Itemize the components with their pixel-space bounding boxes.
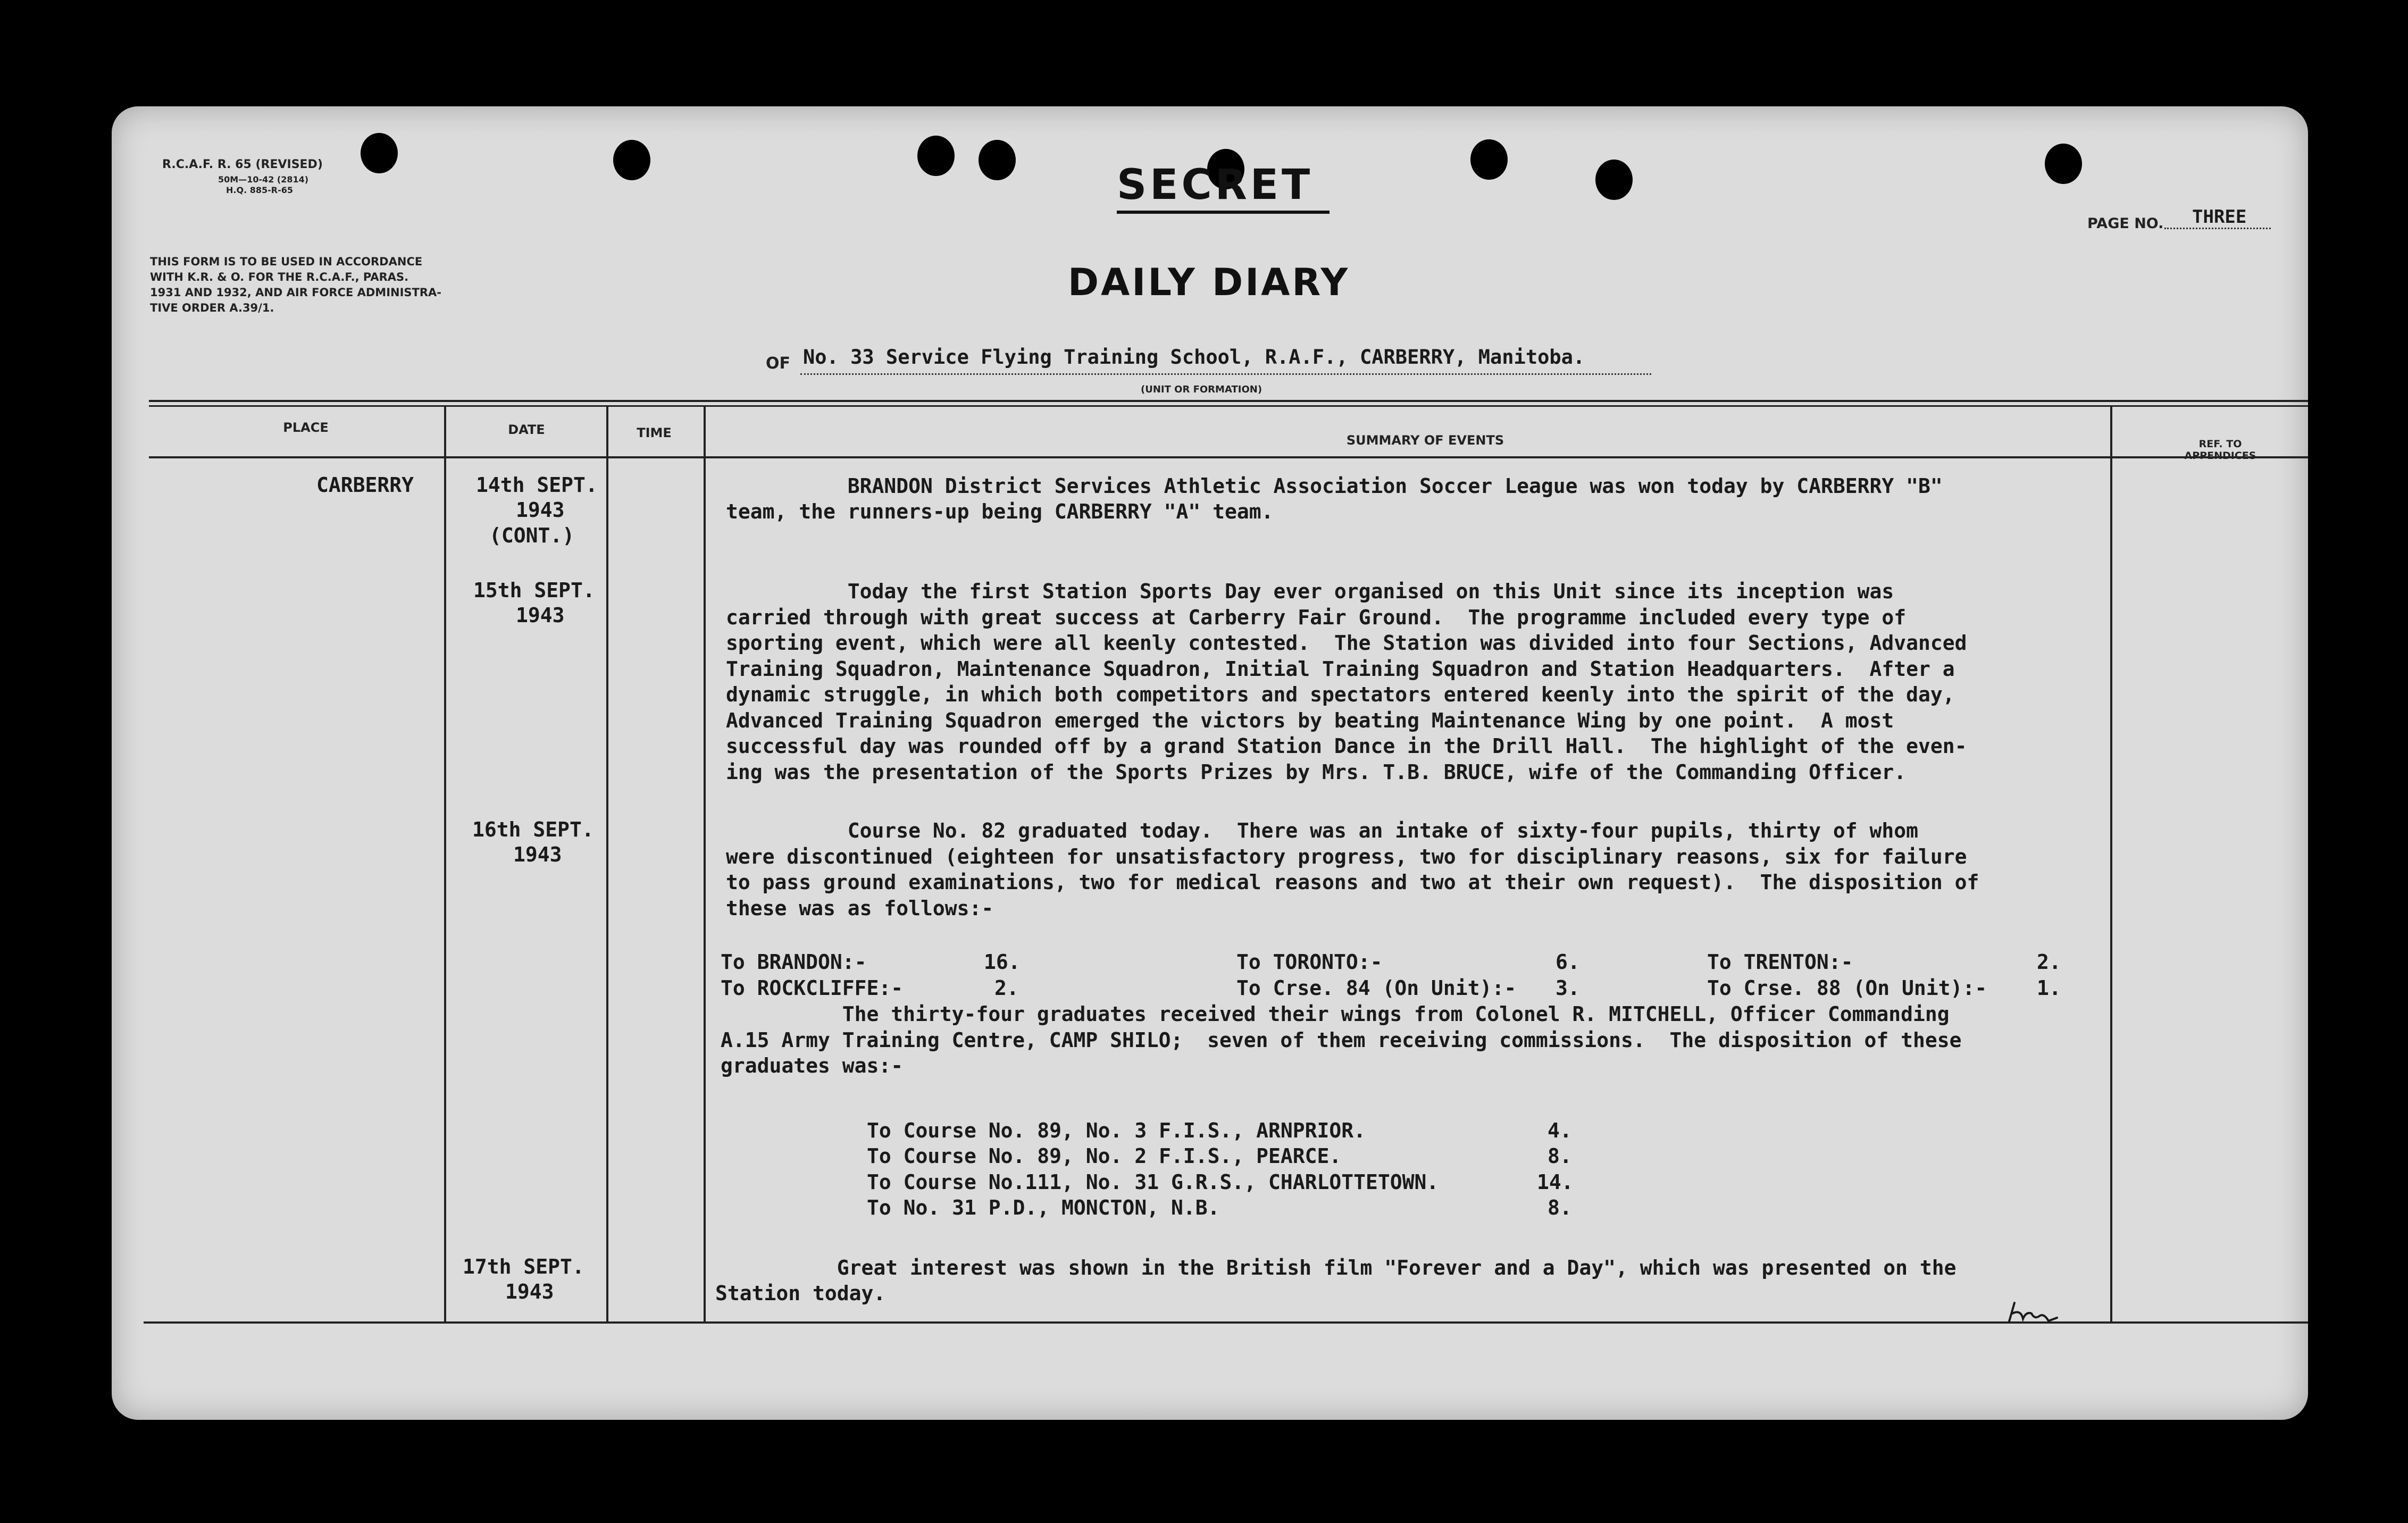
summary-line: successful day was rounded off by a grand Station Dance in the Drill Hall. The highlight of the even- — [726, 734, 1967, 758]
punch-hole — [979, 140, 1016, 180]
summary-line: these was as follows:- — [726, 897, 994, 920]
summary-line: Course No. 82 graduated today. There was an intake of sixty-four pupils, thirty of whom — [726, 819, 1919, 842]
security-underline — [1117, 211, 1330, 214]
summary-line: Training Squadron, Maintenance Squadron, Initial Training Squadron and Station Headquarters. After a — [726, 657, 1955, 681]
disposition-label: To Crse. 88 (On Unit):- — [1707, 976, 1987, 1000]
col-header-ref: APPENDICES — [2184, 450, 2256, 462]
summary-line: sporting event, which were all keenly contested. The Station was divided into four Sections, Advanced — [726, 631, 1967, 655]
summary-line: Today the first Station Sports Day ever organised on this Unit since its inception was — [726, 580, 1894, 603]
summary-line: ing was the presentation of the Sports Prizes by Mrs. T.B. BRUCE, wife of the Commanding Officer. — [726, 760, 1907, 784]
summary-line: The thirty-four graduates received their wings from Colonel R. MITCHELL, Officer Commanding — [721, 1002, 1950, 1026]
disposition-label: To BRANDON:- — [721, 950, 867, 974]
col-divider-place-date — [444, 407, 446, 1321]
diary-sheet — [112, 106, 2308, 1420]
form-notice-line: THIS FORM IS TO BE USED IN ACCORDANCE — [150, 255, 423, 268]
graduate-posting: To Course No. 89, No. 2 F.I.S., PEARCE. — [867, 1144, 1342, 1168]
punch-hole — [361, 133, 398, 173]
punch-hole — [613, 140, 650, 180]
disposition-value: 2. — [994, 976, 1019, 1000]
disposition-label: To TORONTO:- — [1236, 950, 1383, 974]
col-header-date: DATE — [508, 422, 545, 437]
table-bottom-rule — [144, 1321, 2308, 1324]
security-classification: SECRET — [1117, 161, 1314, 209]
summary-line: team, the runners-up being CARBERRY "A" team. — [726, 500, 1274, 523]
summary-line: Great interest was shown in the British film "Forever and a Day", which was presented on the — [715, 1256, 1956, 1279]
col-header-place: PLACE — [283, 420, 329, 435]
summary-line: carried through with great success at Carberry Fair Ground. The programme included every type of — [726, 606, 1907, 629]
col-header-summary: SUMMARY OF EVENTS — [1346, 433, 1504, 448]
disposition-value: 2. — [2037, 950, 2061, 974]
officer-initials-signature — [2005, 1298, 2063, 1329]
summary-line: were discontinued (eighteen for unsatisfactory progress, two for disciplinary reasons, six for failure — [726, 845, 1967, 868]
of-label: OF — [766, 354, 790, 373]
punch-hole — [2045, 144, 2082, 184]
summary-line: Station today. — [715, 1282, 886, 1305]
summary-line: BRANDON District Services Athletic Association Soccer League was won today by CARBERRY "B" — [726, 474, 1943, 498]
disposition-value: 6. — [1556, 950, 1580, 974]
graduate-posting: To No. 31 P.D., MONCTON, N.B. — [867, 1196, 1220, 1219]
table-top-rule — [149, 400, 2308, 402]
table-top-rule-2 — [149, 405, 2308, 407]
disposition-value: 1. — [2037, 976, 2061, 1000]
graduate-count: 8. — [1548, 1196, 1572, 1219]
unit-line — [800, 373, 1651, 375]
date-cell: 17th SEPT. — [463, 1255, 584, 1278]
punch-hole — [917, 136, 955, 176]
graduate-posting: To Course No. 89, No. 3 F.I.S., ARNPRIOR. — [867, 1119, 1366, 1142]
col-header-time: TIME — [637, 425, 672, 440]
form-title: DAILY DIARY — [1068, 261, 1350, 304]
date-cell: 15th SEPT. — [473, 579, 595, 602]
form-notice-line: WITH K.R. & O. FOR THE R.C.A.F., PARAS. — [150, 271, 409, 283]
date-cell: (CONT.) — [489, 524, 575, 547]
disposition-label: To TRENTON:- — [1707, 950, 1853, 974]
summary-line: graduates was:- — [721, 1054, 904, 1077]
form-notice-line: 1931 AND 1932, AND AIR FORCE ADMINISTRA- — [150, 286, 441, 299]
summary-line: Advanced Training Squadron emerged the victors by beating Maintenance Wing by one point. A most — [726, 709, 1894, 732]
punch-hole — [1595, 160, 1633, 200]
graduate-posting: To Course No.111, No. 31 G.R.S., CHARLOTTETOWN. — [867, 1170, 1439, 1194]
disposition-value: 3. — [1556, 976, 1580, 1000]
date-cell: 1943 — [513, 843, 562, 866]
date-cell: 1943 — [505, 1280, 554, 1303]
print-code: 50M—10-42 (2814) — [218, 174, 309, 185]
form-number: R.C.A.F. R. 65 (REVISED) — [162, 158, 323, 171]
date-cell: 1943 — [516, 604, 565, 627]
table-header-rule — [149, 456, 2308, 458]
date-cell: 14th SEPT. — [476, 473, 598, 497]
page-number: THREE — [2192, 206, 2247, 228]
disposition-label: To ROCKCLIFFE:- — [721, 976, 904, 1000]
col-divider-date-time — [606, 407, 608, 1321]
date-cell: 1943 — [516, 498, 565, 522]
punch-hole — [1470, 139, 1508, 180]
summary-line: dynamic struggle, in which both competitors and spectators entered keenly into the spirit of the day, — [726, 683, 1955, 706]
graduate-count: 8. — [1548, 1144, 1572, 1168]
graduate-count: 4. — [1548, 1119, 1572, 1142]
form-notice-line: TIVE ORDER A.39/1. — [150, 302, 274, 314]
graduate-count: 14. — [1537, 1170, 1574, 1194]
disposition-label: To Crse. 84 (On Unit):- — [1236, 976, 1517, 1000]
unit-caption: (UNIT OR FORMATION) — [1141, 384, 1262, 395]
place-cell: CARBERRY — [316, 473, 414, 497]
summary-line: to pass ground examinations, two for medical reasons and two at their own request). The disposition of — [726, 871, 1979, 894]
hq-reference: H.Q. 885-R-65 — [226, 185, 293, 195]
page-number-label: PAGE NO. — [2087, 215, 2164, 232]
page-number-line — [2164, 228, 2271, 229]
disposition-value: 16. — [984, 950, 1021, 974]
unit-name: No. 33 Service Flying Training School, R.A.F., CARBERRY, Manitoba. — [803, 346, 1585, 369]
col-header-ref: REF. TO — [2198, 438, 2242, 450]
col-divider-summary-ref — [2110, 407, 2112, 1321]
col-divider-time-summary — [704, 407, 706, 1321]
date-cell: 16th SEPT. — [472, 818, 594, 841]
summary-line: A.15 Army Training Centre, CAMP SHILO; seven of them receiving commissions. The disposition of these — [721, 1028, 1962, 1052]
